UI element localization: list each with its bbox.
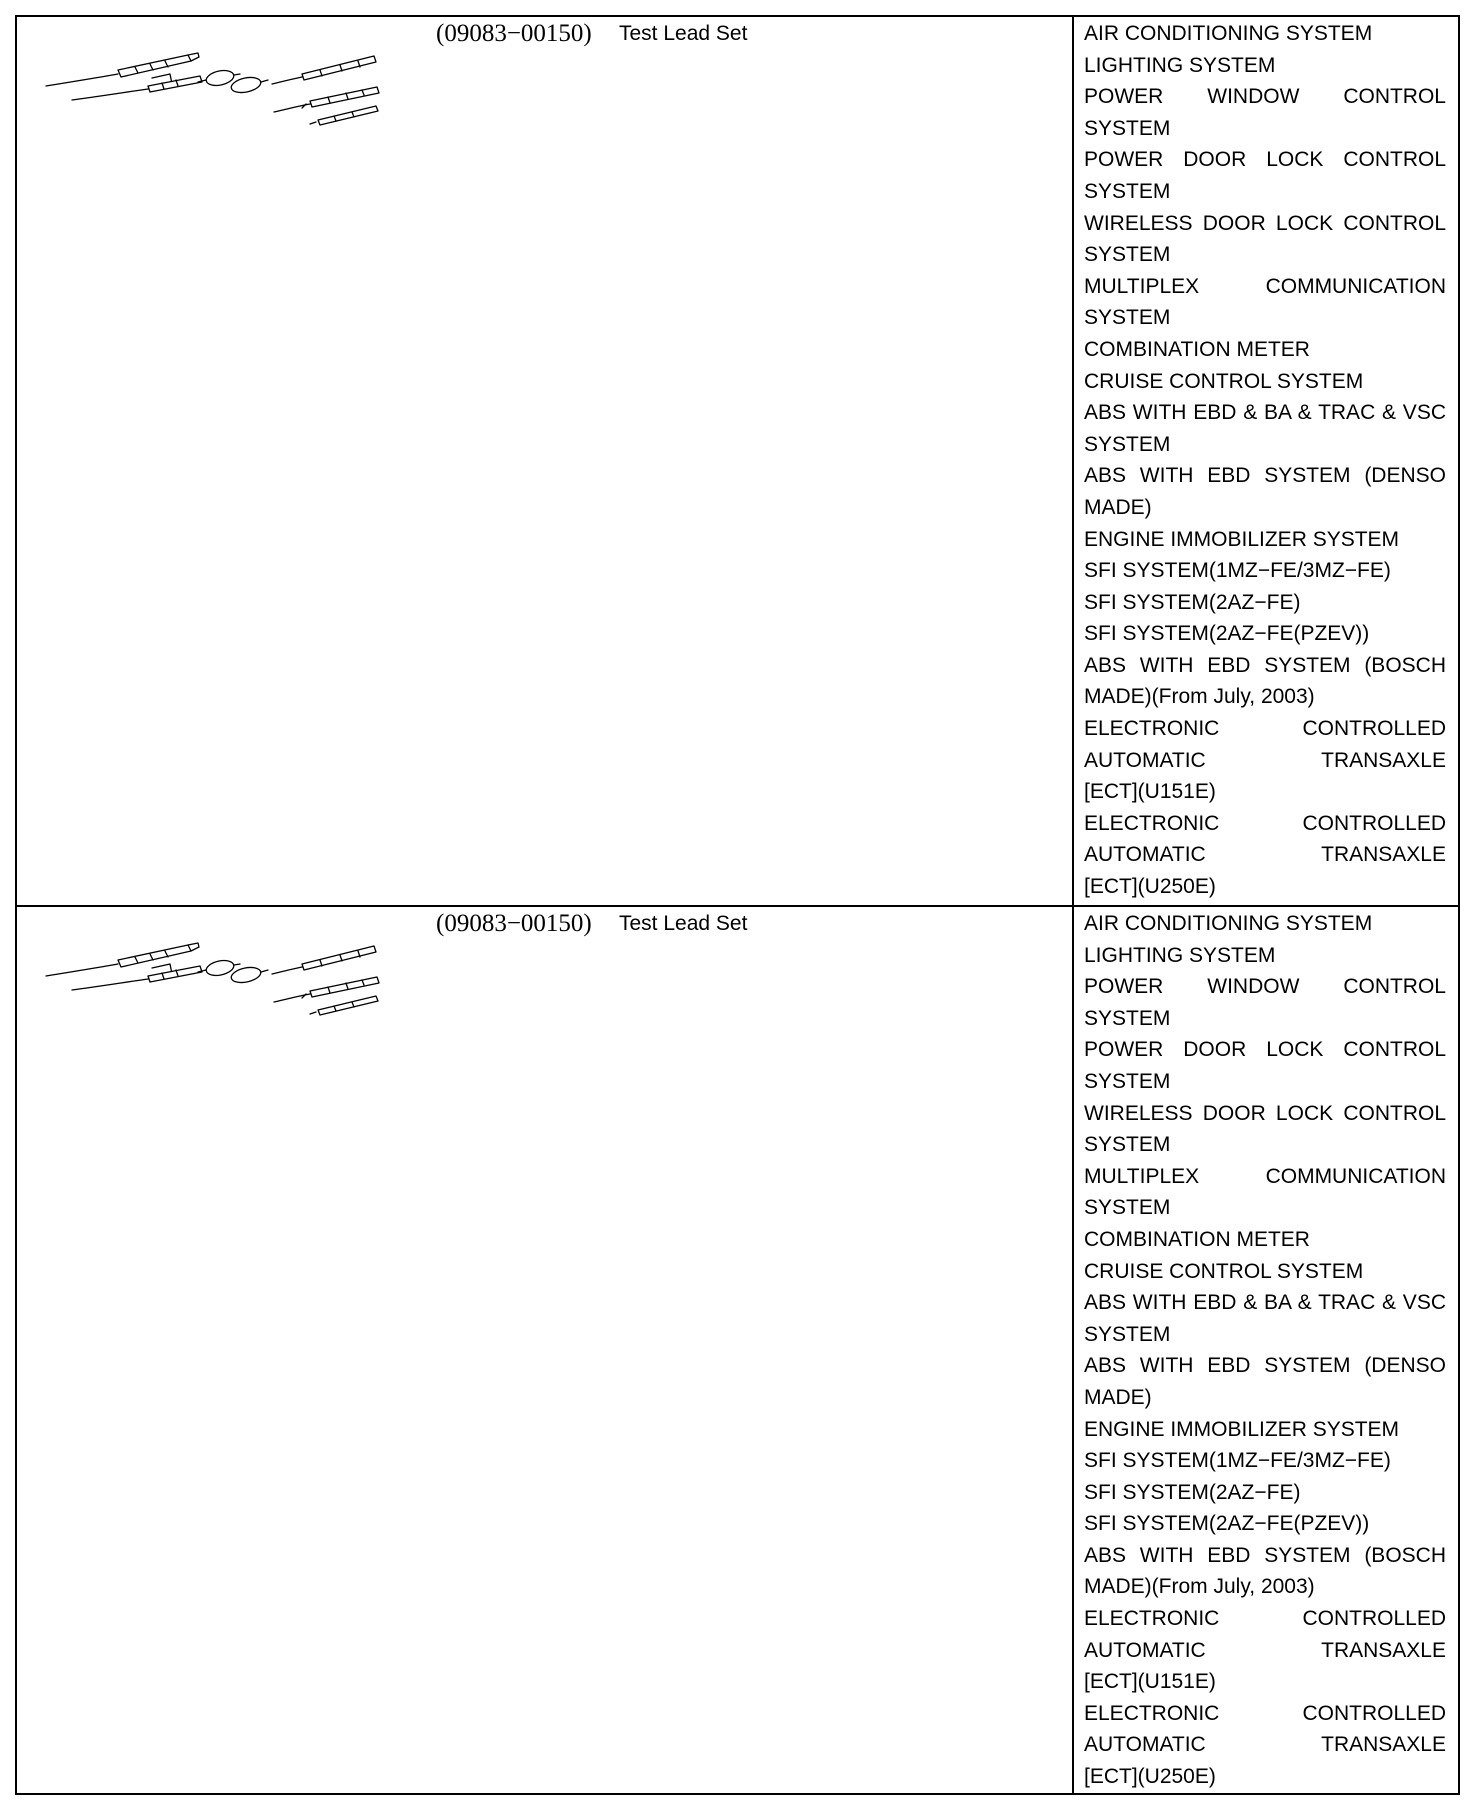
applicable-systems-list — [1084, 908, 1446, 1793]
test-lead-set-illustration — [40, 930, 400, 1030]
applicable-system-line: AIR CONDITIONING SYSTEM — [1084, 22, 1373, 45]
applicable-system-line: SYSTEM — [1084, 243, 1171, 267]
applicable-system-line: [ECT](U151E) — [1084, 1670, 1216, 1694]
applicable-system-line: ENGINE IMMOBILIZER SYSTEM — [1084, 527, 1400, 551]
test-lead-plug-covers — [198, 68, 268, 95]
applicable-system-line: WIRELESS DOOR LOCK CONTROL — [1084, 1101, 1446, 1125]
applicable-system-line: SYSTEM — [1084, 1069, 1171, 1093]
applicable-system-line: ABS WITH EBD SYSTEM (BOSCH — [1084, 1543, 1446, 1567]
applicable-system-line: AUTOMATIC TRANSAXLE — [1084, 843, 1446, 867]
applicable-system-line: MADE)(From July, 2003) — [1084, 685, 1315, 709]
applicable-system-line: SFI SYSTEM(1MZ−FE/3MZ−FE) — [1084, 559, 1391, 583]
applicable-system-line: AUTOMATIC TRANSAXLE — [1084, 1638, 1446, 1662]
applicable-system-line: CRUISE CONTROL SYSTEM — [1084, 1259, 1364, 1283]
applicable-system-line: AUTOMATIC TRANSAXLE — [1084, 1733, 1446, 1757]
applicable-system-line: WIRELESS DOOR LOCK CONTROL — [1084, 211, 1446, 235]
applicable-system-line: ELECTRONIC CONTROLLED — [1084, 811, 1446, 835]
applicable-system-line: SYSTEM — [1084, 1133, 1171, 1157]
applicable-system-line: ENGINE IMMOBILIZER SYSTEM — [1084, 1417, 1400, 1441]
applicable-system-line: [ECT](U250E) — [1084, 875, 1216, 899]
applicable-system-line: ABS WITH EBD SYSTEM (DENSO — [1084, 1354, 1446, 1378]
applicable-system-line: [ECT](U151E) — [1084, 780, 1216, 804]
applicable-system-line: ELECTRONIC CONTROLLED — [1084, 1607, 1446, 1631]
applicable-system-line: POWER DOOR LOCK CONTROL — [1084, 1038, 1446, 1062]
applicable-systems-list — [1084, 18, 1446, 903]
applicable-system-line: ABS WITH EBD & BA & TRAC & VSC — [1084, 1291, 1446, 1315]
applicable-system-line: LIGHTING SYSTEM — [1084, 53, 1276, 77]
applicable-system-line: SYSTEM — [1084, 116, 1171, 140]
applicable-system-line: MULTIPLEX COMMUNICATION — [1084, 274, 1446, 298]
part-number: (09083−00150) — [436, 20, 592, 47]
applicable-system-line: POWER WINDOW CONTROL — [1084, 85, 1446, 109]
applicable-system-line: [ECT](U250E) — [1084, 1765, 1216, 1789]
applicable-system-line: MADE) — [1084, 1385, 1152, 1409]
applicable-system-line: SFI SYSTEM(1MZ−FE/3MZ−FE) — [1084, 1449, 1391, 1473]
applicable-system-line: SYSTEM — [1084, 1322, 1171, 1346]
applicable-system-line: COMBINATION METER — [1084, 1227, 1310, 1251]
applicable-system-line: SFI SYSTEM(2AZ−FE(PZEV)) — [1084, 622, 1370, 646]
applicable-system-line: SYSTEM — [1084, 1196, 1171, 1220]
table-row — [0, 906, 1472, 1794]
applicable-system-line: COMBINATION METER — [1084, 337, 1310, 361]
applicable-system-line: SYSTEM — [1084, 1006, 1171, 1030]
applicable-system-line: MULTIPLEX COMMUNICATION — [1084, 1164, 1446, 1188]
applicable-system-line: SFI SYSTEM(2AZ−FE) — [1084, 590, 1301, 614]
applicable-system-line: SYSTEM — [1084, 179, 1171, 203]
test-lead-right-group — [272, 56, 379, 125]
applicable-system-line: SYSTEM — [1084, 306, 1171, 330]
applicable-system-line: MADE)(From July, 2003) — [1084, 1575, 1315, 1599]
test-lead-left-group — [46, 53, 202, 100]
tool-name: Test Lead Set — [619, 912, 748, 935]
applicable-system-line: LIGHTING SYSTEM — [1084, 943, 1276, 967]
applicable-system-line: SFI SYSTEM(2AZ−FE) — [1084, 1480, 1301, 1504]
test-lead-set-illustration — [40, 40, 400, 140]
applicable-system-line: ABS WITH EBD SYSTEM (BOSCH — [1084, 653, 1446, 677]
applicable-system-line: AIR CONDITIONING SYSTEM — [1084, 912, 1373, 935]
applicable-system-line: SFI SYSTEM(2AZ−FE(PZEV)) — [1084, 1512, 1370, 1536]
test-lead-plug-covers — [198, 958, 268, 985]
applicable-system-line: ELECTRONIC CONTROLLED — [1084, 717, 1446, 741]
applicable-system-line: SYSTEM — [1084, 432, 1171, 456]
tool-name: Test Lead Set — [619, 22, 748, 45]
applicable-system-line: AUTOMATIC TRANSAXLE — [1084, 748, 1446, 772]
applicable-system-line: POWER DOOR LOCK CONTROL — [1084, 148, 1446, 172]
applicable-system-line: POWER WINDOW CONTROL — [1084, 975, 1446, 999]
applicable-system-line: ABS WITH EBD SYSTEM (DENSO — [1084, 464, 1446, 488]
applicable-system-line: ELECTRONIC CONTROLLED — [1084, 1701, 1446, 1725]
table-row — [0, 16, 1472, 904]
part-number: (09083−00150) — [436, 910, 592, 937]
applicable-system-line: MADE) — [1084, 495, 1152, 519]
test-lead-right-group — [272, 946, 379, 1015]
applicable-system-line: CRUISE CONTROL SYSTEM — [1084, 369, 1364, 393]
applicable-system-line: ABS WITH EBD & BA & TRAC & VSC — [1084, 401, 1446, 425]
test-lead-left-group — [46, 943, 202, 990]
